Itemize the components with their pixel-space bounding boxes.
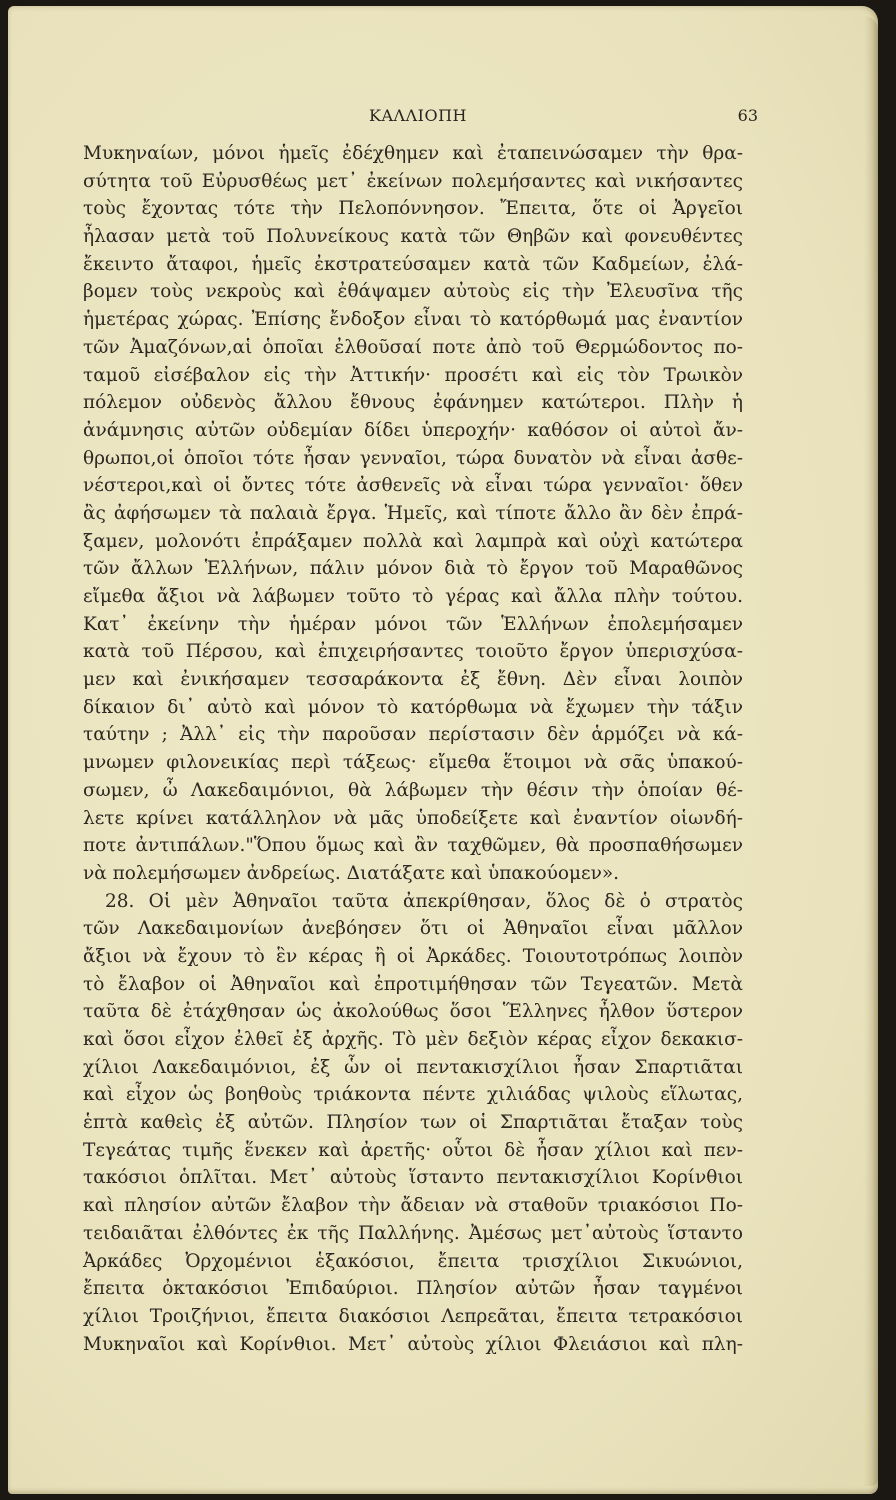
text-line: καὶ εἶχον ὡς βοηθοὺς τριάκοντα πέντε χιλιάδας ψιλοὺς εἵλωτας, — [83, 1084, 743, 1106]
text-line: κατὰ τοῦ Πέρσου, καὶ ἐπιχειρήσαντες τοιοῦτο ἔργον ὑπερισχύσα- — [83, 641, 743, 663]
text-line: τειδαιᾶται ἐλθόντες ἐκ τῆς Παλλήνης. Ἀμέσως μετ᾽αὐτοὺς ἵσταντο — [83, 1222, 743, 1244]
text-line: ταῦτα δὲ ἐτάχθησαν ὡς ἀκολούθως ὅσοι Ἕλληνες ἦλθον ὕστερον — [83, 1001, 743, 1023]
text-line: σωμεν, ὦ Λακεδαιμόνιοι, θὰ λάβωμεν τὴν θέσιν τὴν ὁποίαν θέ- — [83, 779, 743, 801]
book-page — [8, 6, 878, 1494]
text-line: Μυκηναῖοι καὶ Κορίνθιοι. Μετ᾽ αὐτοὺς χίλιοι Φλειάσιοι καὶ πλη- — [83, 1333, 743, 1355]
text-line: θρωποι,οἱ ὁποῖοι τότε ἦσαν γενναῖοι, τώρα δυνατὸν νὰ εἶναι ἀσθε- — [83, 447, 743, 469]
text-line: ἡμετέρας χώρας. Ἐπίσης ἔνδοξον εἶναι τὸ κατόρθωμά μας ἐναντίον — [83, 309, 743, 331]
text-line: μεν καὶ ἐνικήσαμεν τεσσαράκοντα ἐξ ἔθνη. Δὲν εἶναι λοιπὸν — [83, 669, 743, 691]
text-line: καὶ ὅσοι εἶχον ἐλθεῖ ἐξ ἀρχῆς. Τὸ μὲν δεξιὸν κέρας εἶχον δεκακισ- — [83, 1029, 743, 1050]
text-line: τῶν Ἀμαζόνων,αἱ ὁποῖαι ἐλθοῦσαί ποτε ἀπὸ τοῦ Θερμώδοντος πο- — [83, 336, 743, 358]
text-line: δίκαιον δι᾽ αὐτὸ καὶ μόνον τὸ κατόρθωμα νὰ ἔχωμεν τὴν τάξιν — [83, 696, 743, 718]
running-head: ΚΑΛΛΙΟΠΗ — [369, 106, 467, 125]
text-line: ἑπτὰ καθεὶς ἐξ αὐτῶν. Πλησίον των οἱ Σπαρτιᾶται ἔταξαν τοὺς — [83, 1112, 743, 1134]
text-line: μνωμεν φιλονεικίας περὶ τάξεως· εἴμεθα ἕτοιμοι νὰ σᾶς ὑπακού- — [83, 752, 743, 774]
text-line: χίλιοι Τροιζήνιοι, ἔπειτα διακόσιοι Λεπρεᾶται, ἔπειτα τετρακόσιοι — [83, 1305, 743, 1327]
text-line: τῶν ἄλλων Ἑλλήνων, πάλιν μόνον διὰ τὸ ἔργον τοῦ Μαραθῶνος — [83, 558, 743, 580]
text-line: ξαμεν, μολονότι ἐπράξαμεν πολλὰ καὶ λαμπρὰ καὶ οὐχὶ κατώτερα — [83, 530, 743, 552]
text-line: Ἀρκάδες Ὀρχομένιοι ἑξακόσιοι, ἔπειτα τρισχίλιοι Σικυώνιοι, — [83, 1250, 743, 1272]
page-header — [78, 106, 758, 128]
text-line: χίλιοι Λακεδαιμόνιοι, ἐξ ὧν οἱ πεντακισχίλιοι ἦσαν Σπαρτιᾶται — [83, 1056, 743, 1078]
text-line: ἂς ἀφήσωμεν τὰ παλαιὰ ἔργα. Ἡμεῖς, καὶ τίποτε ἄλλο ἂν δὲν ἐπρά- — [83, 502, 743, 524]
body-text — [83, 140, 743, 1358]
text-line: ποτε ἀντιπάλων."Ὅπου ὅμως καὶ ἂν ταχθῶμεν, θὰ προσπαθήσωμεν — [83, 835, 743, 857]
text-line: Τεγεάτας τιμῆς ἕνεκεν καὶ ἀρετῆς· οὗτοι δὲ ἦσαν χίλιοι καὶ πεν- — [83, 1139, 743, 1161]
text-line: ταμοῦ εἰσέβαλον εἰς τὴν Ἀττικήν· προσέτι καὶ εἰς τὸν Τρωικὸν — [83, 364, 743, 386]
text-line: Κατ᾽ ἐκείνην τὴν ἡμέραν μόνοι τῶν Ἑλλήνων ἐπολεμήσαμεν — [83, 613, 743, 635]
text-line: ταύτην ; Ἀλλ᾽ εἰς τὴν παροῦσαν περίστασιν δὲν ἁρμόζει νὰ κά- — [83, 724, 743, 746]
text-line: τοὺς ἔχοντας τότε τὴν Πελοπόννησον. Ἔπειτα, ὅτε οἱ Ἀργεῖοι — [83, 198, 743, 220]
text-line: νὰ πολεμήσωμεν ἀνδρείως. Διατάξατε καὶ ὑπακούομεν». — [83, 862, 620, 884]
text-line: ἦλασαν μετὰ τοῦ Πολυνείκους κατὰ τῶν Θηβῶν καὶ φονευθέντες — [83, 226, 743, 248]
text-line: ἀνάμνησις αὐτῶν οὐδεμίαν δίδει ὑπεροχήν· καθόσον οἱ αὐτοὶ ἄν- — [83, 419, 743, 441]
text-line: τὸ ἔλαβον οἱ Ἀθηναῖοι καὶ ἐπροτιμήθησαν τῶν Τεγεατῶν. Μετὰ — [83, 973, 743, 995]
text-line: καὶ πλησίον αὐτῶν ἔλαβον τὴν ἄδειαν νὰ σταθοῦν τριακόσιοι Πο- — [83, 1195, 743, 1217]
text-line: Μυκηναίων, μόνοι ἡμεῖς ἐδέχθημεν καὶ ἐταπεινώσαμεν τὴν θρα- — [83, 143, 743, 164]
text-line: τακόσιοι ὁπλῖται. Μετ᾽ αὐτοὺς ἵσταντο πεντακισχίλιοι Κορίνθιοι — [83, 1167, 743, 1189]
text-line: πόλεμον οὐδενὸς ἄλλου ἔθνους ἐφάνημεν κατώτεροι. Πλὴν ἡ — [83, 392, 743, 414]
text-line: λετε κρίνει κατάλληλον νὰ μᾶς ὑποδείξετε καὶ ἐναντίον οἱωνδή- — [83, 807, 743, 829]
text-line: σύτητα τοῦ Εὐρυσθέως μετ᾽ ἐκείνων πολεμήσαντες καὶ νικήσαντες — [83, 170, 743, 192]
text-line: νέστεροι,καὶ οἱ ὄντες τότε ἀσθενεῖς νὰ εἶναι τώρα γενναῖοι· ὅθεν — [83, 475, 743, 497]
page-number: 63 — [737, 106, 758, 125]
text-line: τῶν Λακεδαιμονίων ἀνεβόησεν ὅτι οἱ Ἀθηναῖοι εἶναι μᾶλλον — [83, 918, 743, 940]
page-edge-shadow — [864, 16, 878, 1486]
text-line: εἴμεθα ἄξιοι νὰ λάβωμεν τοῦτο τὸ γέρας καὶ ἄλλα πλὴν τούτου. — [83, 586, 743, 607]
section-start-line: 28. Οἱ μὲν Ἀθηναῖοι ταῦτα ἀπεκρίθησαν, ὅλος δὲ ὁ στρατὸς — [105, 890, 743, 912]
text-line: βομεν τοὺς νεκροὺς καὶ ἐθάψαμεν αὐτοὺς εἰς τὴν Ἐλευσῖνα τῆς — [83, 281, 743, 303]
text-line: ἔκειντο ἄταφοι, ἡμεῖς ἐκστρατεύσαμεν κατὰ τῶν Καδμείων, ἐλά- — [83, 253, 743, 275]
text-line: ἄξιοι νὰ ἔχουν τὸ ἓν κέρας ἢ οἱ Ἀρκάδες. Τοιουτοτρόπως λοιπὸν — [83, 945, 743, 967]
text-line: ἔπειτα ὀκτακόσιοι Ἐπιδαύριοι. Πλησίον αὐτῶν ἦσαν ταγμένοι — [83, 1278, 743, 1300]
